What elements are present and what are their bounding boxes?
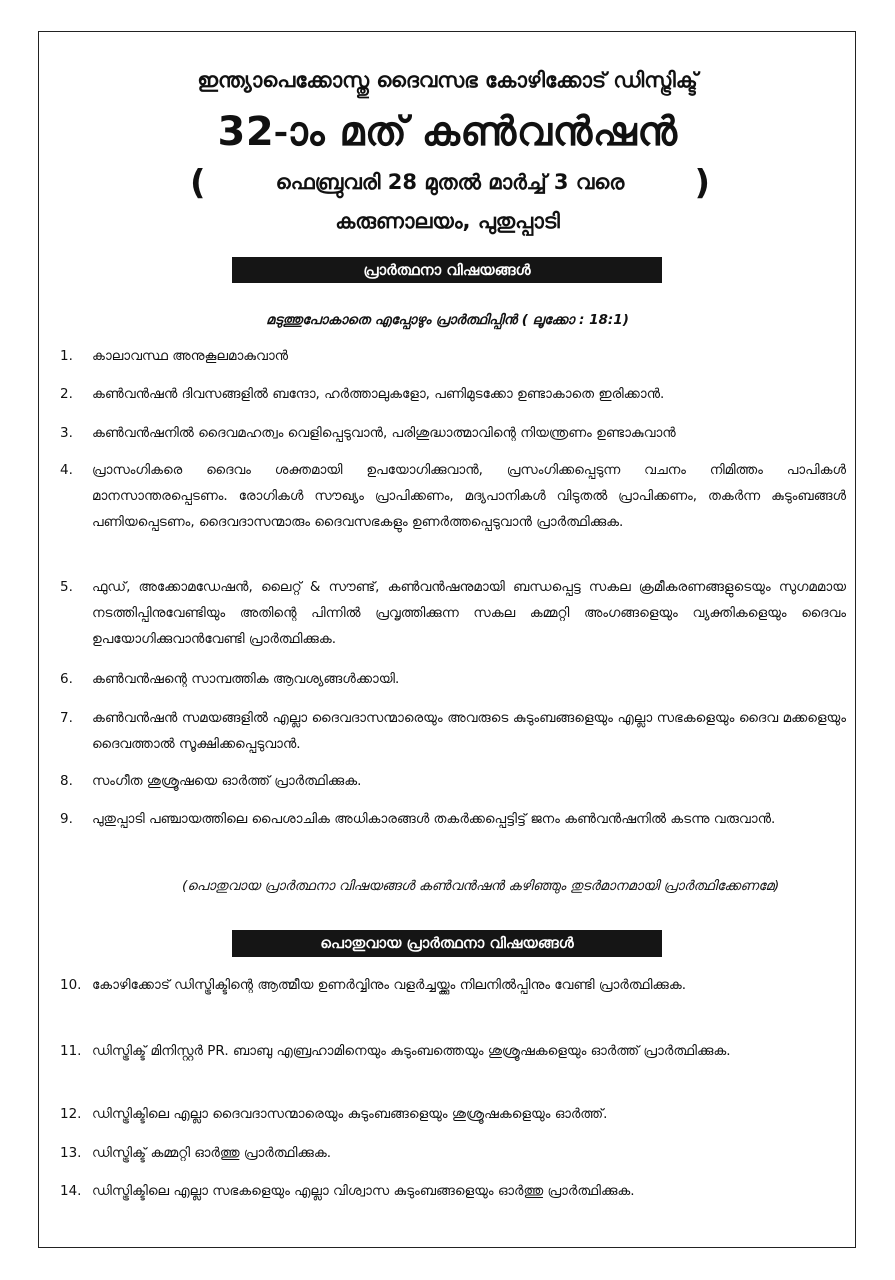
- date-range: ഫെബ്രുവരി 28 മുതൽ മാർച്ച് 3 വരെ: [275, 170, 625, 194]
- item-number: 11.: [60, 1043, 82, 1059]
- item-number: 4.: [60, 462, 73, 478]
- scripture-subtitle: മടുത്തുപോകാതെ എപ്പോഴും പ്രാർത്ഥിപ്പിൻ ( ലൂക്കോ : 18:1): [266, 312, 629, 328]
- item-number: 13.: [60, 1145, 82, 1161]
- item-number: 5.: [60, 579, 73, 595]
- item-text: കൺവൻഷന്റെ സാമ്പത്തിക ആവശ്യങ്ങൾക്കായി.: [92, 671, 400, 687]
- item-text: ഡിസ്ട്രിക്ട് കമ്മറ്റി ഓർത്തു പ്രാർത്ഥിക്കുക.: [92, 1145, 331, 1161]
- item-text: ഫുഡ്, അക്കോമഡേഷൻ, ലൈറ്റ് & സൗണ്ട്, കൺവൻഷനുമായി ബന്ധപ്പെട്ട സകല ക്രമീകരണങ്ങളുടെയും സുഗമമായ നടത്തിപ്പിനുവേണ്ടിയും അതിന്റെ പിന്നിൽ പ്രവൃത്തിക്കുന്ന സകല കമ്മറ്റി അംഗങ്ങളെയും വ്യക്തികളെയും ദൈവം ഉപയോഗിക്കുവാൻവേണ്ടി പ്രാർത്ഥിക്കുക.: [92, 579, 846, 647]
- item-number: 9.: [60, 811, 73, 827]
- item-number: 6.: [60, 671, 73, 687]
- right-paren-decoration: ): [694, 163, 710, 203]
- item-text: സംഗീത ശുശ്രൂഷയെ ഓർത്ത് പ്രാർത്ഥിക്കുക.: [92, 773, 362, 789]
- item-number: 2.: [60, 386, 73, 402]
- left-paren-decoration: (: [190, 163, 206, 203]
- item-number: 12.: [60, 1106, 82, 1122]
- item-text: കൺവൻഷൻ സമയങ്ങളിൽ എല്ലാ ദൈവദാസന്മാരെയും അവരുടെ കുടുംബങ്ങളെയും എല്ലാ സഭകളെയും ദൈവ മക്കളെയും ദൈവത്താൽ സൂക്ഷിക്കപ്പെടുവാൻ.: [92, 710, 846, 752]
- item-text: കാലാവസ്ഥ അനുകൂലമാകുവാൻ: [92, 348, 289, 364]
- item-number: 1.: [60, 348, 73, 364]
- section-heading-general-prayer-topics: പൊതുവായ പ്രാർത്ഥനാ വിഷയങ്ങൾ: [232, 930, 662, 957]
- item-text: ഡിസ്ട്രിക്ട് മിനിസ്റ്റർ PR. ബാബു എബ്രഹാമിനെയും കുടുംബത്തെയും ശുശ്രൂഷകളെയും ഓർത്ത് പ്രാർത്ഥിക്കുക.: [92, 1043, 731, 1059]
- organization-name: ഇന്ത്യാപെക്കോസ്തു ദൈവസഭ കോഴിക്കോട് ഡിസ്ട്രിക്ട്: [197, 68, 698, 92]
- item-text: ഡിസ്ട്രിക്ടിലെ എല്ലാ സഭകളെയും എല്ലാ വിശ്വാസ കുടുംബങ്ങളെയും ഓർത്തു പ്രാർത്ഥിക്കുക.: [92, 1183, 635, 1199]
- page-title: 32-ാം മത് കൺവൻഷൻ: [217, 109, 678, 155]
- item-text: കൺവൻഷനിൽ ദൈവമഹത്വം വെളിപ്പെടുവാൻ, പരിശുദ്ധാത്മാവിന്റെ നിയന്ത്രണം ഉണ്ടാകുവാൻ: [92, 425, 676, 441]
- item-number: 7.: [60, 710, 73, 726]
- item-text: ഡിസ്ട്രിക്ടിലെ എല്ലാ ദൈവദാസന്മാരെയും കുടുംബങ്ങളെയും ശുശ്രൂഷകളെയും ഓർത്ത്.: [92, 1106, 608, 1122]
- general-prayer-note: (പൊതുവായ പ്രാർത്ഥനാ വിഷയങ്ങൾ കൺവൻഷൻ കഴിഞ്ഞും തുടർമാനമായി പ്രാർത്ഥിക്കേണമേ): [182, 878, 780, 894]
- item-text: കോഴിക്കോട് ഡിസ്ട്രിക്ടിന്റെ ആത്മീയ ഉണർവ്വിനും വളർച്ചയ്ക്കും നിലനിൽപ്പിനും വേണ്ടി പ്രാർത്ഥിക്കുക.: [92, 977, 686, 993]
- item-number: 14.: [60, 1183, 82, 1199]
- item-number: 3.: [60, 425, 73, 441]
- item-number: 8.: [60, 773, 73, 789]
- item-text: പുതുപ്പാടി പഞ്ചായത്തിലെ പൈശാചിക അധികാരങ്ങൾ തകർക്കപ്പെട്ടിട്ട് ജനം കൺവൻഷനിൽ കടന്നു വരുവാൻ.: [92, 811, 776, 827]
- section-heading-prayer-topics: പ്രാർത്ഥനാ വിഷയങ്ങൾ: [232, 257, 662, 283]
- item-text: കൺവൻഷൻ ദിവസങ്ങളിൽ ബന്ദോ, ഹർത്താലുകളോ, പണിമുടക്കോ ഉണ്ടാകാതെ ഇരിക്കാൻ.: [92, 386, 665, 402]
- venue: കരുണാലയം, പുതുപ്പാടി: [335, 209, 560, 233]
- item-text: പ്രാസംഗികരെ ദൈവം ശക്തമായി ഉപയോഗിക്കുവാൻ, പ്രസംഗിക്കപ്പെടുന്ന വചനം നിമിത്തം പാപികൾ മാനസാന്തരപ്പെടണം. രോഗികൾ സൗഖ്യം പ്രാപിക്കണം, മദ്യപാനികൾ വിടുതൽ പ്രാപിക്കണം, തകർന്ന കുടുംബങ്ങൾ പണിയപ്പെടണം, ദൈവദാസന്മാരും ദൈവസഭകളും ഉണർത്തപ്പെടുവാൻ പ്രാർത്ഥിക്കുക.: [92, 462, 846, 530]
- date-banner: [190, 163, 710, 203]
- item-number: 10.: [60, 977, 82, 993]
